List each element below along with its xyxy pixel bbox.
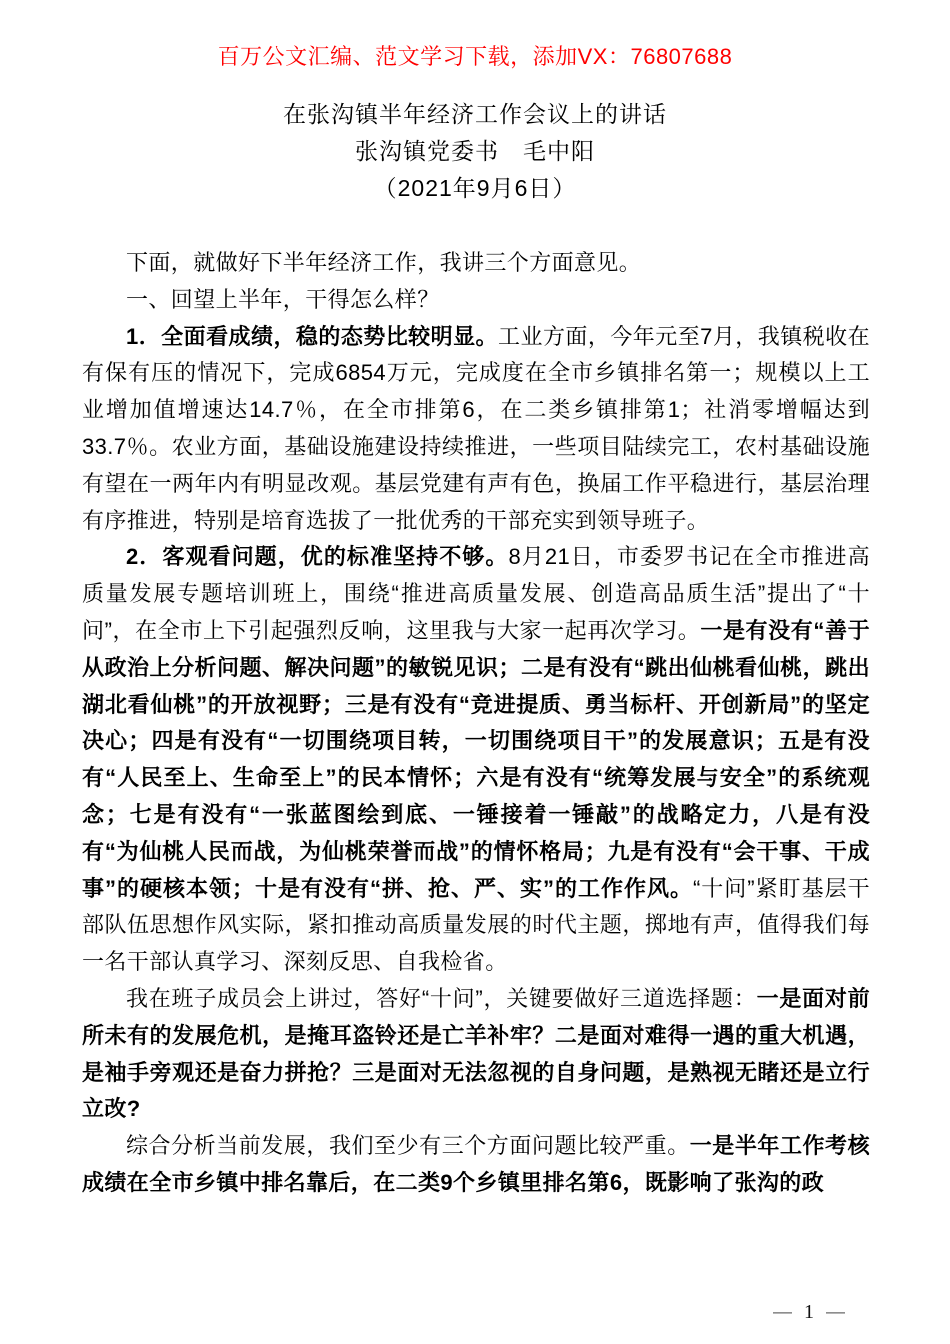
page-number-value: 1 <box>804 1301 814 1323</box>
document-date: （2021年9月6日） <box>373 175 577 201</box>
promo-banner: 百万公文汇编、范文学习下载，添加VX：76807688 <box>217 44 733 69</box>
bold-text-run: 一是有没有“善于从政治上分析问题、解决问题”的敏锐见识；二是有没有“跳出仙桃看仙桃，跳出湖北看仙桃”的开放视野；三是有没有“竞进提质、勇当标杆、开创新局”的坚定决心；四是有没有“一切围绕项目转，一切围绕项目干”的发展意识；五是有没有“人民至上、生命至上”的民本情怀；六是有没有“统筹发展与安全”的系统观念；七是有没有“一张蓝图绘到底、一锤接着一锤敲”的战略定力，八是有没有“为仙桃人民而战，为仙桃荣誉而战”的情怀格局；九是有没有“会干事、干成事”的硬核本领；十是有没有“拼、抢、严、实”的工作作风。 <box>82 617 870 901</box>
page-number-dash-left: — <box>773 1302 792 1323</box>
paragraph <box>82 539 870 981</box>
bold-text-run: 1．全面看成绩，稳的态势比较明显。 <box>126 323 499 349</box>
paragraph <box>82 981 870 1128</box>
text-run: “十问”紧盯基层干部队伍思想作风实际，紧扣推动高质量发展的时代主题，掷地有声，值得我们每一名干部认真学习、深刻反思、自我检省。 <box>82 875 870 975</box>
page-number <box>773 1301 845 1324</box>
text-run: 综合分析当前发展，我们至少有三个方面问题比较严重。 <box>126 1133 690 1159</box>
bold-text-run: 一是半年工作考核成绩在全市乡镇中排名靠后，在二类9个乡镇里排名第6，既影响了张沟的政 <box>82 1133 870 1195</box>
paragraph <box>82 319 870 540</box>
document-title: 在张沟镇半年经济工作会议上的讲话 <box>283 101 667 127</box>
bold-text-run: 2．客观看问题，优的标准坚持不够。 <box>126 544 509 570</box>
paragraph <box>82 245 870 282</box>
text-run: 一、回望上半年，干得怎么样？ <box>126 286 440 312</box>
paragraph <box>82 1128 870 1202</box>
text-run: 8月21日，市委罗书记在全市推进高质量发展专题培训班上，围绕“推进高质量发展、创造高品质生活”提出了“十问”，在全市上下引起强烈反响，这里我与大家一起再次学习。 <box>82 544 870 643</box>
document-body <box>82 245 870 1202</box>
text-run: 我在班子成员会上讲过，答好“十问”，关键要做好三道选择题： <box>126 985 757 1011</box>
bold-text-run: 一是面对前所未有的发展危机，是掩耳盗铃还是亡羊补牢？二是面对难得一遇的重大机遇，是袖手旁观还是奋力拼抢？三是面对无法忽视的自身问题，是熟视无睹还是立行立改? <box>82 985 870 1122</box>
page-number-dash-right: — <box>826 1302 845 1323</box>
paragraph <box>82 282 870 319</box>
text-run: 下面，就做好下半年经济工作，我讲三个方面意见。 <box>126 250 642 275</box>
document-author: 张沟镇党委书 毛中阳 <box>355 138 595 164</box>
text-run: 工业方面，今年元至7月，我镇税收在有保有压的情况下，完成6854万元，完成度在全市乡镇排名第一；规模以上工业增加值增速达14.7％，在全市排第6，在二类乡镇排第1；社消零增幅达到33.7％。农业方面，基础设施建设持续推进，一些项目陆续完工，农村基础设施有望在一两年内有明显改观。基层党建有声有色，换届工作平稳进行，基层治理有序推进，特别是培育选拔了一批优秀的干部充实到领导班子。 <box>82 323 870 533</box>
